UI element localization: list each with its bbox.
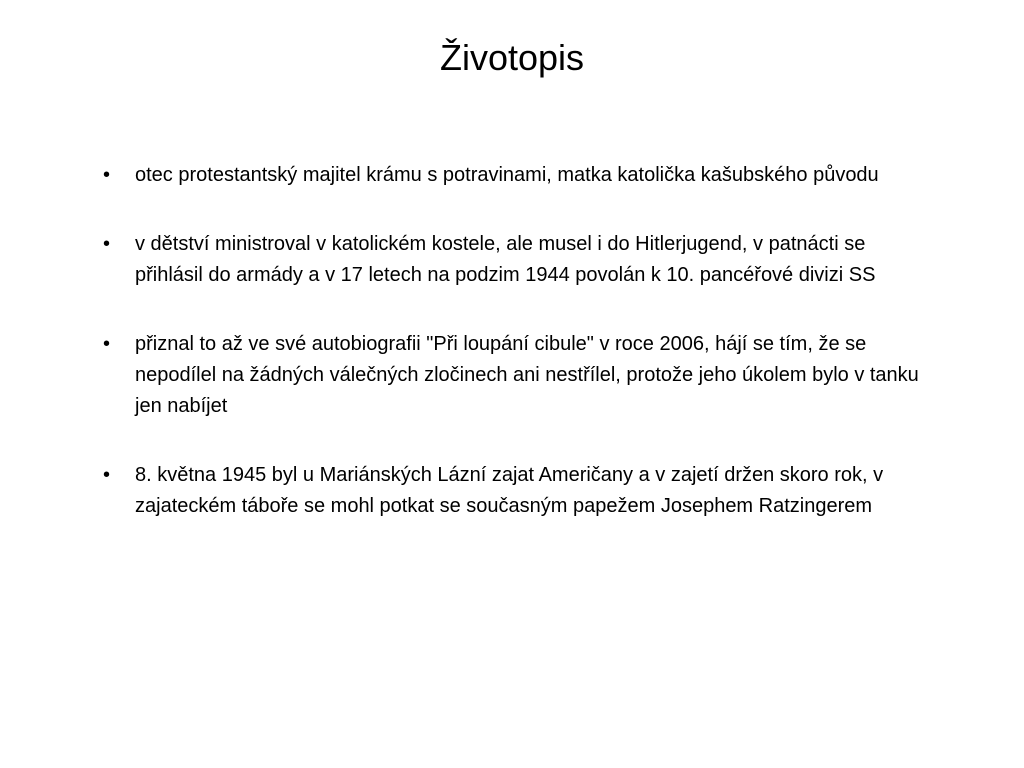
bullet-item [103, 229, 933, 291]
bullet-text: přiznal to až ve své autobiografii "Při loupání cibule" v roce 2006, hájí se tím, že se nepodílel na žádných válečných zločinech ani nestřílel, protože jeho úkolem bylo v tanku jen nabíjet [135, 333, 919, 417]
bullet-dot-icon: • [103, 333, 111, 355]
bullet-text: otec protestantský majitel krámu s potravinami, matka katolička kašubského původu [135, 164, 879, 186]
slide-title: Životopis [439, 37, 585, 78]
bullet-text: v dětství ministroval v katolickém kostele, ale musel i do Hitlerjugend, v patnácti se přihlásil do armády a v 17 letech na podzim 1944 povolán k 10. pancéřové divizi SS [135, 233, 876, 286]
bullet-item [103, 329, 933, 422]
bullet-dot-icon: • [103, 164, 111, 186]
bullet-list [103, 160, 933, 522]
bullet-item [103, 160, 933, 191]
bullet-text: 8. května 1945 byl u Mariánských Lázní zajat Američany a v zajetí držen skoro rok, v zajateckém táboře se mohl potkat se současným papežem Josephem Ratzingerem [135, 464, 884, 517]
bullet-dot-icon: • [103, 233, 111, 255]
bullet-dot-icon: • [103, 464, 111, 486]
bullet-item [103, 460, 933, 522]
